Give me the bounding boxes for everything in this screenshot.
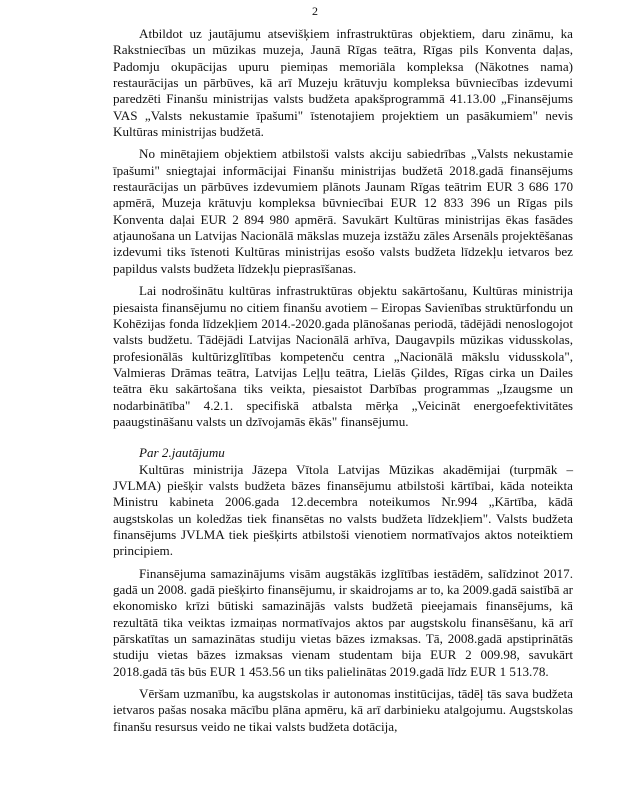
paragraph-q1-funding-plan: No minētajiem objektiem atbilstoši valsts akciju sabiedrības „Valsts nekustamie īpašumi" sniegtajai informācijai Finanšu ministrijas budžetā 2018.gadā finansējums restaurācijas un pārbūves izdevumiem plānots Jaunam Rīgas teātrim EUR 3 686 170 apmērā, Muzeja krātuvju kompleksa būvniecībai EUR 12 833 396 un Rīgas pils Konventa daļai EUR 2 894 980 apmērā. Savukārt Kultūras ministrijas ēkas fasādes atjaunošana un Latvijas Nacionālā mākslas muzeja izstāžu zāles Arsenāls projektēšanas izdevumi tiks īstenoti Kultūras ministrijas esošo valsts budžeta līdzekļu ietvaros bez papildus valsts budžeta līdzekļu pieprasīšanas. <box>113 146 573 276</box>
paragraph-q1-intro: Atbildot uz jautājumu atsevišķiem infrastruktūras objektiem, daru zināmu, ka Rakstniecības un mūzikas muzeja, Jaunā Rīgas teātra, Rīgas pils Konventa daļas, Padomju okupācijas upuru piemiņas memoriāla kompleksa (Nākotnes nama) restaurācijas un pārbūves, kā arī Muzeju krātuvju kompleksa būvniecības izdevumi paredzēti Finanšu ministrijas valsts budžeta apakšprogrammā 41.13.00 „Finansējums VAS „Valsts nekustamie īpašumi" īstenotajiem projektiem un pasākumiem" nevis Kultūras ministrijas budžetā. <box>113 26 573 140</box>
document-body <box>113 26 573 741</box>
paragraph-q2-autonomy: Vēršam uzmanību, ka augstskolas ir autonomas institūcijas, tādēļ tās sava budžeta ietvaros pašas nosaka mācību plāna apmēru, kā arī darbinieku atalgojumu. Augstskolas finanšu resursus veido ne tikai valsts budžeta dotācija, <box>113 686 573 734</box>
section-heading-question-2: Par 2.jautājumu <box>139 445 225 461</box>
paragraph-q1-eu-funds: Lai nodrošinātu kultūras infrastruktūras objektu sakārtošanu, Kultūras ministrija piesaista finansējumu no citiem finanšu avotiem – Eiropas Savienības struktūrfondu un Kohēzijas fonda līdzekļiem 2014.-2020.gada plānošanas periodā, tādējādi nenoslogojot valsts budžetu. Tādējādi Latvijas Nacionālā arhīva, Daugavpils mūzikas vidusskolas, profesionālās kultūrizglītības kompetenču centra „Nacionālā mākslu vidusskola", Valmieras Drāmas teātra, Latvijas Leļļu teātra, Lielās Ģildes, Rīgas cirka un Dailes teātra ēku sakārtošana tiks veikta, piesaistot Darbības programmas „Izaugsme un nodarbinātība" 4.2.1. specifiskā atbalsta mērķa „Veicināt energoefektivitātes paaugstināšanu valsts un dzīvojamās ēkās" finansējumu. <box>113 283 573 429</box>
paragraph-q2-jvlma-funding: Kultūras ministrija Jāzepa Vītola Latvijas Mūzikas akadēmijai (turpmāk – JVLMA) piešķir valsts budžeta bāzes finansējumu atbilstoši kārtībai, kāda noteikta Ministru kabineta 2006.gada 12.decembra noteikumos Nr.994 „Kārtība, kādā augstskolas un koledžas tiek finansētas no valsts budžeta līdzekļiem". Valsts budžeta finansējums JVLMA tiek piešķirts atbilstoši vienotiem normatīvajos aktos noteiktiem principiem. <box>113 461 573 559</box>
paragraph-q2-funding-reduction: Finansējuma samazinājums visām augstākās izglītības iestādēm, salīdzinot 2017. gadā un 2008. gadā piešķirto finansējumu, ir skaidrojams ar to, ka 2009.gadā saistībā ar ekonomisko krīzi būtiski samazinājās valsts budžetā pieejamais finansējums, kā rezultātā tika veiktas izmaiņas normatīvajos aktos par augstskolu finansēšanu, kā arī pārskatītas un samazinātas studiju vietas bāzes izmaksas. Tā, 2008.gadā apstiprinātās studiju vietas bāzes izmaksas vienam studentam bija EUR 2 009.98, savukārt 2018.gadā tās būs EUR 1 453.56 un tiks palielinātas 2019.gadā līdz EUR 1 513.78. <box>113 565 573 679</box>
page-number: 2 <box>312 4 318 18</box>
